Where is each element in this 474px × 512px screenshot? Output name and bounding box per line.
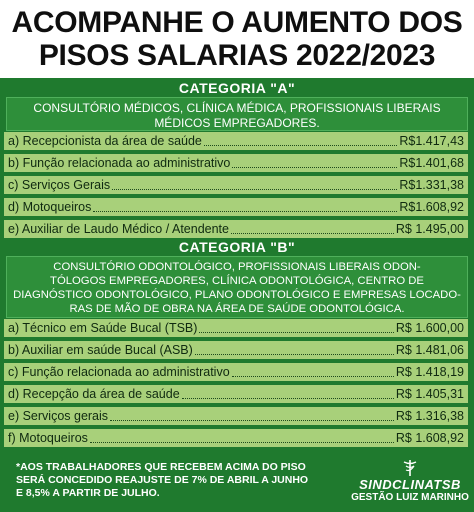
salary-label: d) Motoqueiros <box>8 200 92 214</box>
salary-value: R$ 1.481,06 <box>395 343 464 357</box>
salary-value: R$ 1.608,92 <box>395 431 464 445</box>
salary-value: R$1.331,38 <box>399 178 464 192</box>
salary-row-b-f <box>4 429 468 447</box>
category-a-description-line: CONSULTÓRIO MÉDICOS, CLÍNICA MÉDICA, PROFISSIONAIS LIBERAIS <box>33 101 441 115</box>
salary-row-a-a <box>4 132 468 150</box>
category-a-description <box>6 97 468 131</box>
salary-value: R$ 1.600,00 <box>395 321 464 335</box>
dot-leader <box>182 390 394 399</box>
salary-row-b-c <box>4 363 468 381</box>
salary-row-a-e <box>4 220 468 238</box>
salary-label: a) Técnico em Saúde Bucal (TSB) <box>8 321 198 335</box>
salary-row-a-b <box>4 154 468 172</box>
salary-row-b-e <box>4 407 468 425</box>
category-a-description-line: MÉDICOS EMPREGADORES. <box>154 116 320 130</box>
salary-value: R$ 1.405,31 <box>395 387 464 401</box>
dot-leader <box>231 225 394 234</box>
title-line-2: PISOS SALARIAS 2022/2023 <box>38 39 436 72</box>
salary-label: e) Serviços gerais <box>8 409 109 423</box>
salary-value: R$ 1.316,38 <box>395 409 464 423</box>
note-line: *AOS TRABALHADORES QUE RECEBEM ACIMA DO PISO <box>16 461 306 473</box>
category-b-description-line: RAS DE MÃO DE OBRA NA ÁREA DE SAÚDE ODONTOLÓGICA. <box>69 303 405 315</box>
adjustment-note <box>16 461 336 500</box>
dot-leader <box>110 412 394 421</box>
dot-leader <box>93 203 397 212</box>
salary-label: a) Recepcionista da área de saúde <box>8 134 202 148</box>
salary-row-b-b <box>4 341 468 359</box>
salary-row-b-d <box>4 385 468 403</box>
salary-label: c) Função relacionada ao administrativo <box>8 365 230 379</box>
salary-label: f) Motoqueiros <box>8 431 88 445</box>
salary-label: e) Auxiliar de Laudo Médico / Atendente <box>8 222 229 236</box>
category-b-description-line: TÓLOGOS EMPREGADORES, CLÍNICA ODONTOLÓGICA, CENTRO DE <box>50 275 424 287</box>
title-line-1: ACOMPANHE O AUMENTO DOS <box>11 6 463 39</box>
salary-label: d) Recepção da área de saúde <box>8 387 180 401</box>
salary-value: R$1.401,68 <box>399 156 464 170</box>
salary-value: R$1.608,92 <box>399 200 464 214</box>
salary-label: c) Serviços Gerais <box>8 178 111 192</box>
note-line: E 8,5% A PARTIR DE JULHO. <box>16 487 160 499</box>
dot-leader <box>232 159 397 168</box>
dot-leader <box>195 346 394 355</box>
footer <box>0 455 474 512</box>
salary-row-b-a <box>4 319 468 337</box>
note-line: SERÁ CONCEDIDO REAJUSTE DE 7% DE ABRIL A JUNHO <box>16 474 309 486</box>
dot-leader <box>90 434 394 443</box>
category-b-title: CATEGORIA "B" <box>178 239 296 255</box>
salary-row-a-c <box>4 176 468 194</box>
category-b-description <box>6 256 468 318</box>
category-b-description-line: CONSULTÓRIO ODONTOLÓGICO, PROFISSIONAIS LIBERAIS ODON- <box>53 261 421 273</box>
dot-leader <box>232 368 394 377</box>
dot-leader <box>204 137 397 146</box>
salary-value: R$ 1.495,00 <box>395 222 464 236</box>
salary-value: R$1.417,43 <box>399 134 464 148</box>
union-logo <box>350 459 470 509</box>
title-banner <box>0 0 474 78</box>
salary-label: b) Auxiliar em saúde Bucal (ASB) <box>8 343 193 357</box>
logo-name: SINDCLINATSB <box>359 477 461 492</box>
salary-label: b) Função relacionada ao administrativo <box>8 156 231 170</box>
dot-leader <box>199 324 393 333</box>
dot-leader <box>112 181 397 190</box>
salary-value: R$ 1.418,19 <box>395 365 464 379</box>
caduceus-icon <box>402 459 418 477</box>
category-b-description-line: DIAGNÓSTICO ODONTOLÓGICO, PLANO ODONTOLÓGICO E EMPRESAS LOCADO- <box>13 289 461 301</box>
category-a-title: CATEGORIA "A" <box>178 80 296 96</box>
salary-row-a-d <box>4 198 468 216</box>
logo-subtitle: GESTÃO LUIZ MARINHO <box>351 492 469 503</box>
